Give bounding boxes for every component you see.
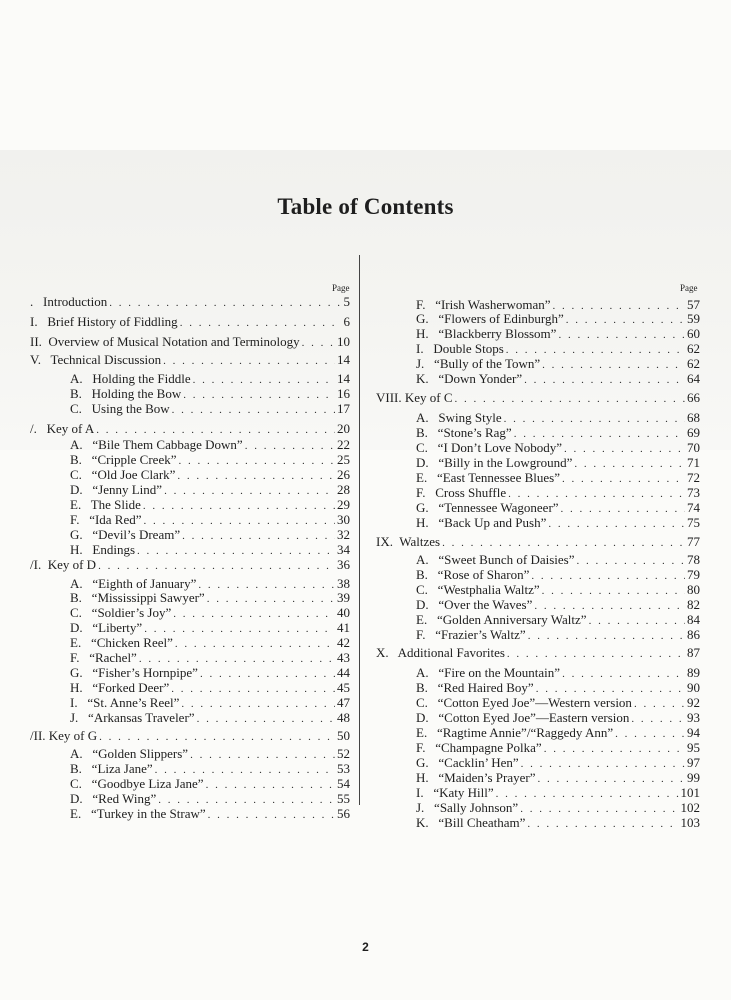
toc-entry — [70, 710, 350, 727]
toc-entry — [30, 334, 350, 351]
toc-entry-label: D. “Cotton Eyed Joe”—Eastern version — [416, 710, 630, 725]
toc-entry-label: C. “Old Joe Clark” — [70, 467, 176, 482]
toc-entry-page: 102 — [680, 800, 700, 815]
toc-entry-label: A. “Sweet Bunch of Daisies” — [416, 552, 575, 567]
toc-entry-label: J. “Arkansas Traveler” — [70, 710, 195, 725]
toc-entry-page: 69 — [687, 425, 700, 440]
toc-entry — [416, 371, 700, 388]
toc-entry-label: F. Cross Shuffle — [416, 485, 507, 500]
toc-entry-page: 50 — [337, 728, 350, 743]
toc-entry-label: D. “Liberty” — [70, 620, 143, 635]
toc-entry-page: 34 — [337, 542, 350, 557]
toc-entry — [376, 390, 700, 407]
toc-entry-label: G. “Cacklin’ Hen” — [416, 755, 519, 770]
toc-entry-label: IX. Waltzes — [376, 534, 441, 549]
toc-entry-label: V. Technical Discussion — [30, 352, 162, 367]
toc-entry-page: 26 — [337, 467, 350, 482]
toc-entry-page: 10 — [337, 334, 350, 349]
toc-entry-page: 44 — [337, 665, 350, 680]
toc-entry-label: C. Using the Bow — [70, 401, 170, 416]
toc-entry-page: 39 — [337, 590, 350, 605]
toc-entry — [416, 627, 700, 644]
dot-leader — [180, 316, 342, 331]
column-divider — [359, 255, 360, 805]
toc-entry-label: G. “Flowers of Edinburgh” — [416, 311, 564, 326]
toc-entry-page: 95 — [687, 740, 700, 755]
toc-entry-label: G. “Fisher’s Hornpipe” — [70, 665, 198, 680]
toc-entry-page: 75 — [687, 515, 700, 530]
toc-entry-label: C. “Soldier’s Joy” — [70, 605, 172, 620]
toc-entry-page: 30 — [337, 512, 350, 527]
toc-entry-label: E. “Turkey in the Straw” — [70, 806, 206, 821]
toc-entry-page: 64 — [687, 371, 700, 386]
toc-entry-label: /II. Key of G — [30, 728, 98, 743]
dot-leader — [524, 373, 685, 388]
toc-entry-page: 36 — [337, 557, 350, 572]
toc-entry-page: 86 — [687, 627, 700, 642]
toc-entry-page: 87 — [687, 645, 700, 660]
toc-entry-label: B. “Stone’s Rag” — [416, 425, 512, 440]
dot-leader — [527, 817, 678, 832]
toc-entry — [376, 534, 700, 551]
toc-entry-label: D. “Over the Waves” — [416, 597, 533, 612]
toc-entry-label: H. “Maiden’s Prayer” — [416, 770, 536, 785]
toc-entry-page: 52 — [337, 746, 350, 761]
toc-entry-page: 14 — [337, 371, 350, 386]
toc-entry-page: 93 — [687, 710, 700, 725]
toc-entry-label: B. “Red Haired Boy” — [416, 680, 534, 695]
toc-entry-label: E. The Slide — [70, 497, 141, 512]
toc-entry — [30, 314, 350, 331]
toc-entry-page: 5 — [343, 294, 350, 309]
toc-entry-label: H. “Forked Deer” — [70, 680, 170, 695]
toc-entry-label: B. “Cripple Creek” — [70, 452, 177, 467]
dot-leader — [109, 296, 341, 311]
toc-entry-page: 32 — [337, 527, 350, 542]
page-title: Table of Contents — [277, 194, 454, 219]
toc-entry — [30, 421, 350, 438]
dot-leader — [172, 403, 335, 418]
toc-entry-label: A. “Golden Slippers” — [70, 746, 189, 761]
toc-entry-label: K. “Down Yonder” — [416, 371, 523, 386]
toc-entry-label: I. “Katy Hill” — [416, 785, 494, 800]
toc-entry — [30, 557, 350, 574]
toc-entry-page: 6 — [343, 314, 350, 329]
page-column-header: Page — [680, 283, 698, 293]
toc-entry — [30, 294, 350, 311]
dot-leader — [208, 808, 335, 823]
toc-entry-page: 42 — [337, 635, 350, 650]
toc-entry-page: 59 — [687, 311, 700, 326]
toc-entry — [70, 806, 350, 823]
dot-leader — [548, 517, 685, 532]
toc-entry-label: E. “East Tennessee Blues” — [416, 470, 560, 485]
toc-entry-page: 77 — [687, 534, 700, 549]
toc-entry-page: 74 — [687, 500, 700, 515]
toc-entry — [70, 401, 350, 418]
toc-entry-page: 43 — [337, 650, 350, 665]
toc-entry-label: D. “Red Wing” — [70, 791, 157, 806]
dot-leader — [507, 647, 685, 662]
toc-entry-label: C. “Westphalia Waltz” — [416, 582, 540, 597]
toc-entry-label: VIII. Key of C — [376, 390, 453, 405]
toc-entry — [30, 728, 350, 745]
toc-entry-page: 90 — [687, 680, 700, 695]
toc-entry-page: 54 — [337, 776, 350, 791]
toc-entry-label: F. “Rachel” — [70, 650, 137, 665]
page-column-header: Page — [332, 283, 350, 293]
toc-entry-label: F. “Ida Red” — [70, 512, 142, 527]
toc-entry-page: 92 — [687, 695, 700, 710]
toc-entry — [416, 815, 700, 832]
toc-entry-page: 71 — [687, 455, 700, 470]
toc-entry-label: A. “Fire on the Mountain” — [416, 665, 561, 680]
toc-entry-page: 45 — [337, 680, 350, 695]
toc-entry-label: K. “Bill Cheatham” — [416, 815, 526, 830]
dot-leader — [302, 336, 335, 351]
toc-entry-label: II. Overview of Musical Notation and Terminology — [30, 334, 300, 349]
toc-entry-page: 94 — [687, 725, 700, 740]
dot-leader — [455, 392, 685, 407]
toc-entry-page: 97 — [687, 755, 700, 770]
toc-entry-page: 57 — [687, 297, 700, 312]
toc-entry-page: 17 — [337, 401, 350, 416]
toc-entry-page: 78 — [687, 552, 700, 567]
dot-leader — [442, 536, 685, 551]
toc-entry-label: E. “Golden Anniversary Waltz” — [416, 612, 587, 627]
toc-entry-label: C. “I Don’t Love Nobody” — [416, 440, 562, 455]
toc-entry-label: E. “Ragtime Annie”/“Raggedy Ann” — [416, 725, 614, 740]
toc-entry-page: 82 — [687, 597, 700, 612]
dot-leader — [99, 730, 335, 745]
toc-entry-page: 66 — [687, 390, 700, 405]
toc-entry — [376, 645, 700, 662]
toc-entry — [416, 515, 700, 532]
toc-entry-page: 103 — [680, 815, 700, 830]
toc-entry-page: 53 — [337, 761, 350, 776]
toc-entry-page: 22 — [337, 437, 350, 452]
toc-entry-label: H. “Back Up and Push” — [416, 515, 547, 530]
toc-entry — [30, 352, 350, 369]
toc-entry-page: 79 — [687, 567, 700, 582]
page-number: 2 — [362, 940, 369, 954]
toc-entry-label: A. Holding the Fiddle — [70, 371, 191, 386]
toc-entry-page: 41 — [337, 620, 350, 635]
dot-leader — [528, 629, 685, 644]
toc-entry-label: . Introduction — [30, 294, 108, 309]
toc-entry-page: 20 — [337, 421, 350, 436]
dot-leader — [197, 712, 335, 727]
toc-entry-page: 28 — [337, 482, 350, 497]
toc-entry-label: F. “Irish Washerwoman” — [416, 297, 551, 312]
toc-entry-label: B. “Rose of Sharon” — [416, 567, 530, 582]
dot-leader — [163, 354, 335, 369]
toc-entry-label: J. “Sally Johnson” — [416, 800, 519, 815]
dot-leader — [98, 559, 335, 574]
toc-entry-label: B. Holding the Bow — [70, 386, 182, 401]
toc-entry-label: H. “Blackberry Blossom” — [416, 326, 557, 341]
toc-entry-label: C. “Cotton Eyed Joe”—Western version — [416, 695, 632, 710]
toc-entry-page: 29 — [337, 497, 350, 512]
toc-entry-page: 25 — [337, 452, 350, 467]
toc-entry-page: 62 — [687, 341, 700, 356]
toc-entry-label: /I. Key of D — [30, 557, 97, 572]
toc-entry-label: J. “Bully of the Town” — [416, 356, 541, 371]
toc-entry-label: B. “Liza Jane” — [70, 761, 153, 776]
toc-entry-page: 14 — [337, 352, 350, 367]
toc-entry-page: 89 — [687, 665, 700, 680]
toc-entry-page: 73 — [687, 485, 700, 500]
toc-entry-page: 101 — [680, 785, 700, 800]
toc-entry-page: 72 — [687, 470, 700, 485]
toc-entry-label: C. “Goodbye Liza Jane” — [70, 776, 204, 791]
toc-entry-page: 47 — [337, 695, 350, 710]
toc-entry-label: G. “Tennessee Wagoneer” — [416, 500, 559, 515]
toc-entry-label: A. “Bile Them Cabbage Down” — [70, 437, 243, 452]
toc-entry-page: 48 — [337, 710, 350, 725]
toc-entry-page: 60 — [687, 326, 700, 341]
toc-entry-page: 56 — [337, 806, 350, 821]
toc-entry-label: X. Additional Favorites — [376, 645, 505, 660]
toc-entry-label: G. “Devil’s Dream” — [70, 527, 181, 542]
toc-entry-label: D. “Jenny Lind” — [70, 482, 163, 497]
toc-entry-label: B. “Mississippi Sawyer” — [70, 590, 205, 605]
toc-entry-page: 99 — [687, 770, 700, 785]
toc-entry-label: I. “St. Anne’s Reel” — [70, 695, 180, 710]
toc-entry-label: A. Swing Style — [416, 410, 502, 425]
dot-leader — [96, 423, 335, 438]
toc-entry-page: 84 — [687, 612, 700, 627]
toc-entry-page: 62 — [687, 356, 700, 371]
toc-entry-label: A. “Eighth of January” — [70, 576, 197, 591]
toc-entry-label: F. “Frazier’s Waltz” — [416, 627, 526, 642]
toc-entry-page: 55 — [337, 791, 350, 806]
toc-entry-label: I. Brief History of Fiddling — [30, 314, 178, 329]
toc-entry-page: 40 — [337, 605, 350, 620]
toc-entry-label: D. “Billy in the Lowground” — [416, 455, 573, 470]
toc-entry-page: 70 — [687, 440, 700, 455]
toc-entry-label: E. “Chicken Reel” — [70, 635, 173, 650]
toc-entry-label: F. “Champagne Polka” — [416, 740, 542, 755]
toc-entry-page: 16 — [337, 386, 350, 401]
toc-entry-label: I. Double Stops — [416, 341, 504, 356]
toc-entry-page: 38 — [337, 576, 350, 591]
toc-entry-label: /. Key of A — [30, 421, 95, 436]
toc-entry-page: 80 — [687, 582, 700, 597]
toc-entry-page: 68 — [687, 410, 700, 425]
toc-entry-label: H. Endings — [70, 542, 135, 557]
